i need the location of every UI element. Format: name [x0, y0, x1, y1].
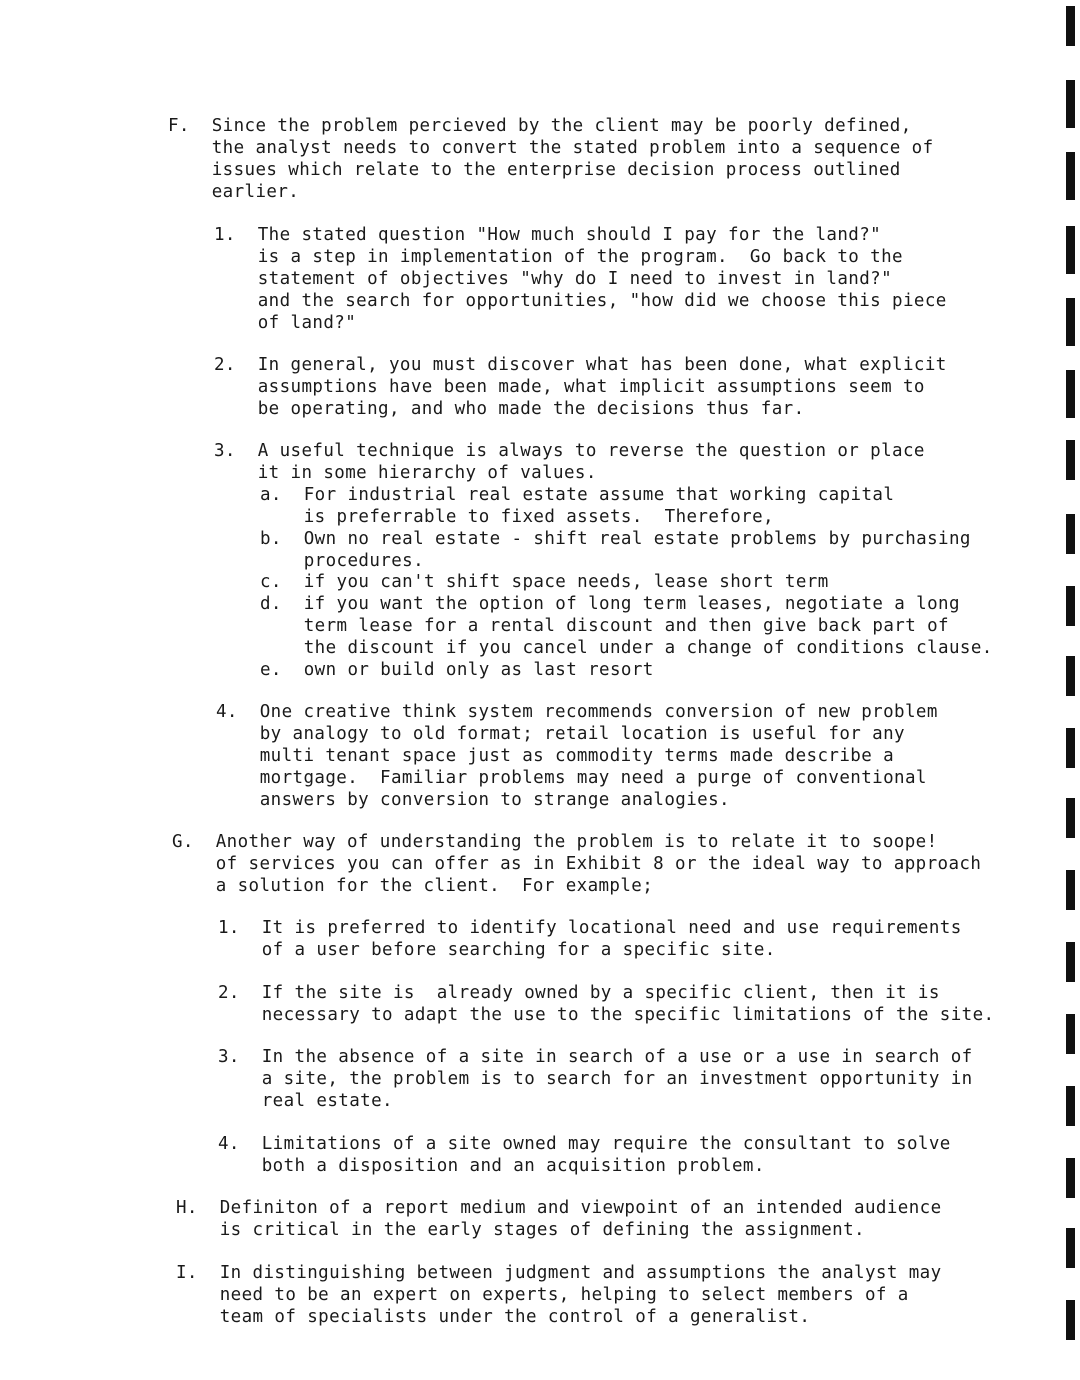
text-line: 1. It is preferred to identify locational need and use requirements — [218, 918, 962, 938]
text-line: 4. Limitations of a site owned may require the consultant to solve — [218, 1134, 951, 1154]
scan-mark — [1066, 942, 1075, 982]
text-line: assumptions have been made, what implicit assumptions seem to — [214, 377, 925, 397]
scan-mark — [1066, 1158, 1075, 1198]
text-line: a solution for the client. For example; — [172, 876, 654, 896]
text-line: d. if you want the option of long term leases, negotiate a long — [260, 594, 960, 614]
text-line: need to be an expert on experts, helping to select members of a — [176, 1285, 909, 1305]
scan-mark — [1066, 370, 1075, 418]
text-line: be operating, and who made the decisions thus far. — [214, 399, 805, 419]
text-line: c. if you can't shift space needs, lease short term — [260, 572, 829, 592]
text-line: term lease for a rental discount and then give back part of — [260, 616, 949, 636]
text-line: is critical in the early stages of defining the assignment. — [176, 1220, 865, 1240]
scan-mark — [1066, 298, 1075, 346]
scan-mark — [1066, 80, 1075, 128]
text-line: issues which relate to the enterprise decision process outlined — [168, 160, 901, 180]
text-line: 3. A useful technique is always to reverse the question or place — [214, 441, 925, 461]
scan-mark — [1066, 6, 1075, 46]
text-line: 2. If the site is already owned by a specific client, then it is — [218, 983, 940, 1003]
scan-mark — [1066, 586, 1075, 626]
text-line: real estate. — [218, 1091, 393, 1111]
text-line: 4. One creative think system recommends conversion of new problem — [216, 702, 938, 722]
text-line: answers by conversion to strange analogies. — [216, 790, 730, 810]
text-line: procedures. — [260, 551, 425, 571]
text-line: b. Own no real estate - shift real estate problems by purchasing — [260, 529, 971, 549]
text-line: G. Another way of understanding the problem is to relate it to soope! — [172, 832, 938, 852]
text-line: is preferrable to fixed assets. Therefore, — [260, 507, 774, 527]
text-line: of land?" — [214, 313, 357, 333]
text-line: 3. In the absence of a site in search of a use or a use in search of — [218, 1047, 973, 1067]
text-line: the discount if you cancel under a change of conditions clause. — [260, 638, 993, 658]
text-line: of services you can offer as in Exhibit 8 or the ideal way to approach — [172, 854, 982, 874]
text-line: and the search for opportunities, "how did we choose this piece — [214, 291, 947, 311]
text-line: mortgage. Familiar problems may need a purge of conventional — [216, 768, 927, 788]
text-line: necessary to adapt the use to the specific limitations of the site. — [218, 1005, 995, 1025]
text-line: by analogy to old format; retail location is useful for any — [216, 724, 905, 744]
text-line: both a disposition and an acquisition problem. — [218, 1156, 765, 1176]
text-line: e. own or build only as last resort — [260, 660, 654, 680]
text-line: a. For industrial real estate assume that working capital — [260, 485, 895, 505]
text-line: of a user before searching for a specific site. — [218, 940, 776, 960]
text-line: 1. The stated question "How much should I pay for the land?" — [214, 225, 882, 245]
scan-mark — [1066, 226, 1075, 274]
text-line: earlier. — [168, 182, 300, 202]
text-line: F. Since the problem percieved by the client may be poorly defined, — [168, 116, 912, 136]
text-line: the analyst needs to convert the stated problem into a sequence of — [168, 138, 934, 158]
text-line: H. Definiton of a report medium and viewpoint of an intended audience — [176, 1198, 942, 1218]
scan-mark — [1066, 1228, 1075, 1268]
scan-mark — [1066, 656, 1075, 696]
text-line: a site, the problem is to search for an investment opportunity in — [218, 1069, 973, 1089]
scan-mark — [1066, 514, 1075, 554]
text-line: 2. In general, you must discover what has been done, what explicit — [214, 355, 947, 375]
scan-mark — [1066, 870, 1075, 910]
text-line: statement of objectives "why do I need to invest in land?" — [214, 269, 893, 289]
text-line: it in some hierarchy of values. — [214, 463, 597, 483]
scan-mark — [1066, 440, 1075, 480]
scan-mark — [1066, 152, 1075, 200]
scan-mark — [1066, 728, 1075, 768]
scan-mark — [1066, 798, 1075, 838]
scan-mark — [1066, 1014, 1075, 1054]
text-line: is a step in implementation of the program. Go back to the — [214, 247, 903, 267]
scan-mark — [1066, 1300, 1075, 1340]
text-line: team of specialists under the control of a generalist. — [176, 1307, 811, 1327]
text-line: I. In distinguishing between judgment and assumptions the analyst may — [176, 1263, 942, 1283]
scan-mark — [1066, 1086, 1075, 1126]
text-line: multi tenant space just as commodity terms made describe a — [216, 746, 895, 766]
